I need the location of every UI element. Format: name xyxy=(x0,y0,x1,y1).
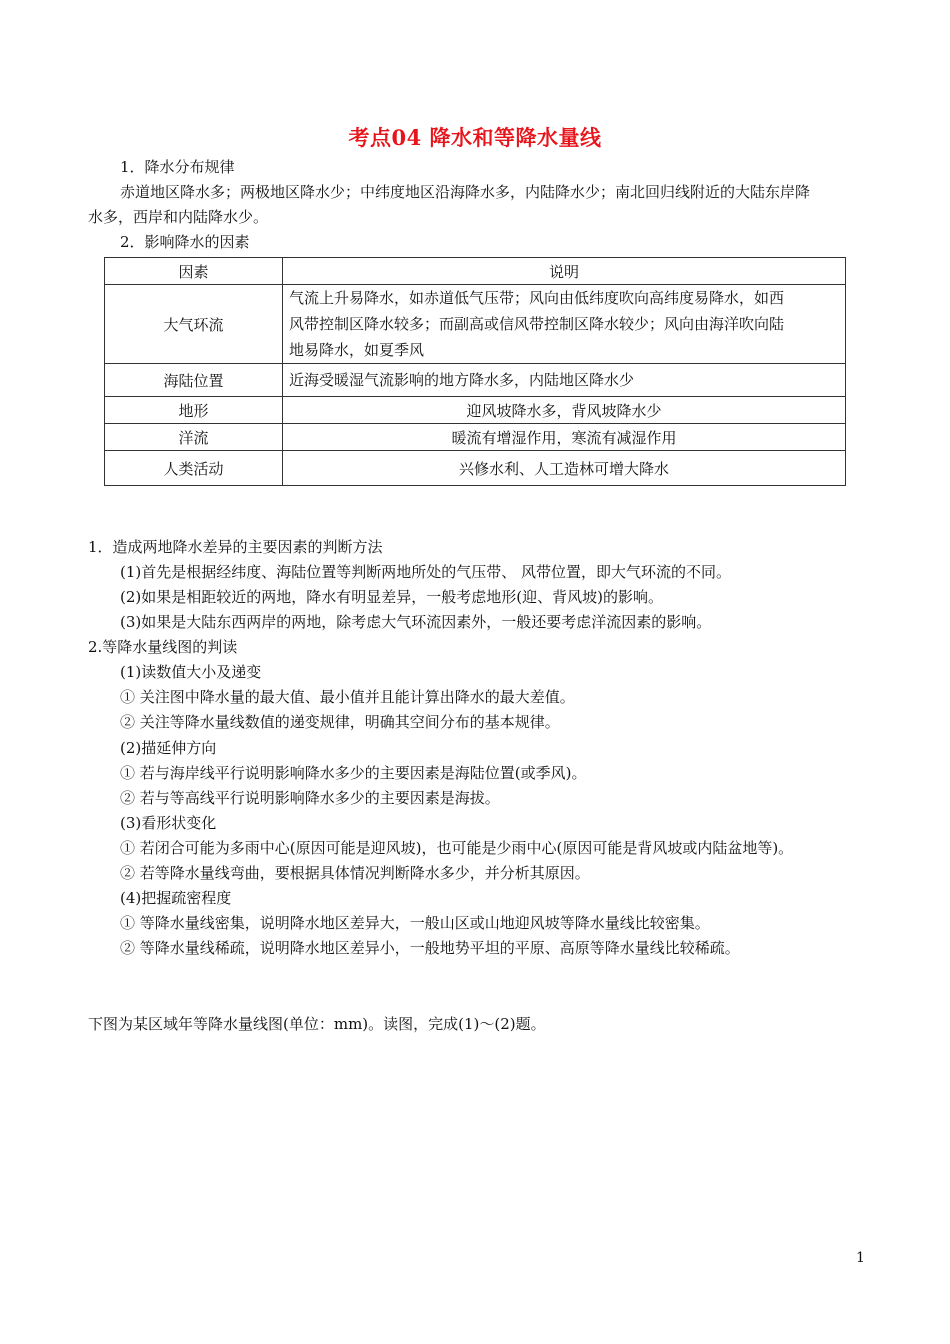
section1-paragraph-line1: 赤道地区降水多；两极地区降水少；中纬度地区沿海降水多，内陆降水少；南北回归线附近的大陆东岸降 xyxy=(120,183,811,201)
table-header-description: 说明 xyxy=(283,258,846,285)
description-line: 风带控制区降水较多；而副高或信风带控制区降水较少；风向由海洋吹向陆 xyxy=(289,315,785,333)
description-cell: 暖流有增湿作用，寒流有减湿作用 xyxy=(283,424,846,451)
factor-cell: 人类活动 xyxy=(105,451,283,486)
isohyet-heading: 2.等降水量线图的判读 xyxy=(88,638,238,656)
page-number: 1 xyxy=(856,1250,865,1266)
table-row xyxy=(105,364,846,397)
page-title: 考点04 降水和等降水量线 xyxy=(348,125,602,150)
factor-cell: 地形 xyxy=(105,397,283,424)
isohyet-line: ① 若闭合可能为多雨中心(原因可能是迎风坡)，也可能是少雨中心(原因可能是背风坡或内陆盆地等)。 xyxy=(120,839,794,857)
isohyet-line: (2)描延伸方向 xyxy=(120,739,217,757)
table-header-row xyxy=(105,258,846,285)
table-row xyxy=(105,285,846,364)
factor-cell: 大气环流 xyxy=(105,285,283,364)
factors-table xyxy=(104,257,846,486)
section2-heading: 2．影响降水的因素 xyxy=(120,233,250,251)
table-row xyxy=(105,397,846,424)
table-row xyxy=(105,424,846,451)
isohyet-line: ① 若与海岸线平行说明影响降水多少的主要因素是海陆位置(或季风)。 xyxy=(120,764,587,782)
section1-heading: 1．降水分布规律 xyxy=(120,158,235,176)
methods-heading: 1．造成两地降水差异的主要因素的判断方法 xyxy=(88,538,383,556)
methods-item: (3)如果是大陆东西两岸的两地，除考虑大气环流因素外，一般还要考虑洋流因素的影响。 xyxy=(120,613,712,631)
description-cell: 近海受暖湿气流影响的地方降水多，内陆地区降水少 xyxy=(283,364,846,397)
factor-cell: 海陆位置 xyxy=(105,364,283,397)
description-line: 地易降水，如夏季风 xyxy=(289,341,425,359)
isohyet-line: ① 关注图中降水量的最大值、最小值并且能计算出降水的最大差值。 xyxy=(120,688,575,706)
description-cell: 兴修水利、人工造林可增大降水 xyxy=(283,451,846,486)
isohyet-line: ② 等降水量线稀疏，说明降水地区差异小，一般地势平坦的平原、高原等降水量线比较稀疏。 xyxy=(120,939,740,957)
isohyet-line: ② 若等降水量线弯曲，要根据具体情况判断降水多少，并分析其原因。 xyxy=(120,864,590,882)
isohyet-line: ② 关注等降水量线数值的递变规律，明确其空间分布的基本规律。 xyxy=(120,713,560,731)
description-cell xyxy=(283,285,846,364)
isohyet-line: (3)看形状变化 xyxy=(120,814,217,832)
isohyet-line: ② 若与等高线平行说明影响降水多少的主要因素是海拔。 xyxy=(120,789,500,807)
isohyet-line: ① 等降水量线密集，说明降水地区差异大，一般山区或山地迎风坡等降水量线比较密集。 xyxy=(120,914,710,932)
factor-cell: 洋流 xyxy=(105,424,283,451)
description-line: 气流上升易降水，如赤道低气压带；风向由低纬度吹向高纬度易降水，如西 xyxy=(289,289,785,307)
methods-item: (1)首先是根据经纬度、海陆位置等判断两地所处的气压带、 风带位置，即大气环流的不同。 xyxy=(120,563,732,581)
table-row xyxy=(105,451,846,486)
section1-paragraph-line2: 水多，西岸和内陆降水少。 xyxy=(88,208,269,226)
methods-item: (2)如果是相距较近的两地，降水有明显差异，一般考虑地形(迎、背风坡)的影响。 xyxy=(120,588,663,606)
question-intro: 下图为某区域年等降水量线图(单位：mm)。读图，完成(1)～(2)题。 xyxy=(88,1015,546,1033)
table-header-factor: 因素 xyxy=(105,258,283,285)
isohyet-line: (4)把握疏密程度 xyxy=(120,889,232,907)
description-cell: 迎风坡降水多，背风坡降水少 xyxy=(283,397,846,424)
isohyet-line: (1)读数值大小及递变 xyxy=(120,663,262,681)
